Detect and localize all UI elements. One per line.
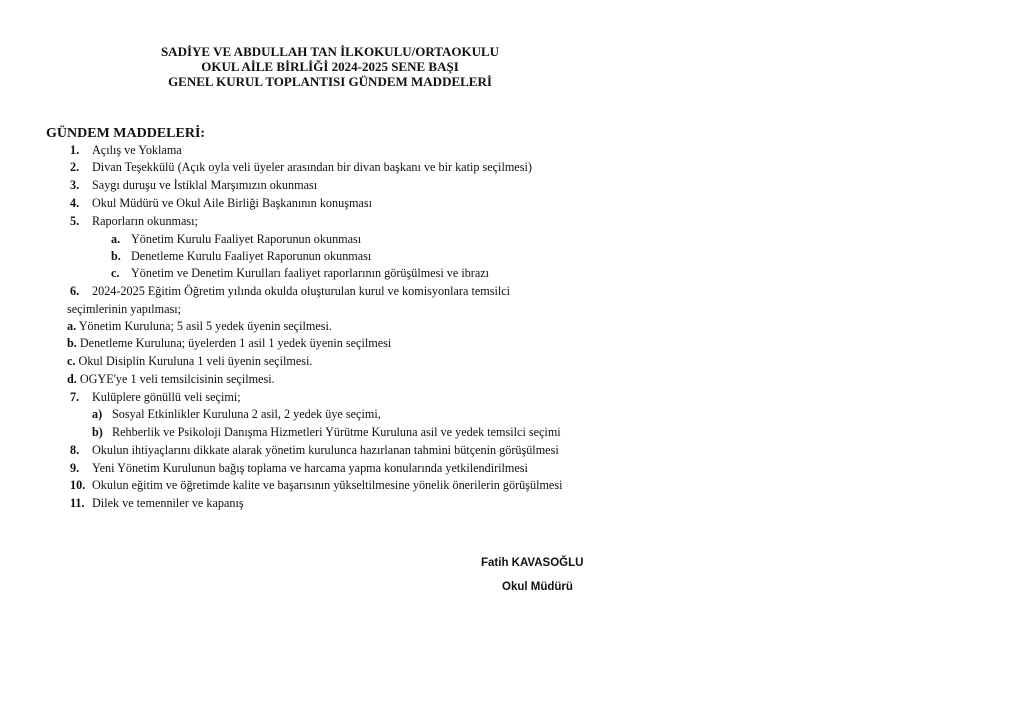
- signature-name: Fatih KAVASOĞLU: [481, 557, 584, 569]
- agenda-item-text: Okulun ihtiyaçlarını dikkate alarak yönetim kurulunca hazırlanan tahmini bütçenin görüşülmesi: [92, 443, 559, 457]
- agenda-item-text: Dilek ve temenniler ve kapanış: [92, 496, 244, 510]
- agenda-item-4: [70, 195, 372, 211]
- signature-title: Okul Müdürü: [502, 581, 573, 593]
- document-header: [80, 44, 580, 89]
- agenda-subitem-letter: c.: [111, 266, 120, 280]
- agenda-subitem-7a: [92, 406, 381, 422]
- agenda-item-9: [70, 460, 528, 476]
- agenda-item-text: Açılış ve Yoklama: [92, 143, 182, 157]
- agenda-item-text: Kulüplere gönüllü veli seçimi;: [92, 390, 241, 404]
- header-school-name: SADİYE VE ABDULLAH TAN İLKOKULU/ORTAOKULU: [160, 44, 500, 59]
- agenda-subitem-6b: [67, 335, 391, 351]
- agenda-subitem-text: Yönetim ve Denetim Kurulları faaliyet raporlarının görüşülmesi ve ibrazı: [131, 266, 490, 280]
- agenda-subitem-letter: c.: [67, 354, 76, 368]
- agenda-subitem-text: OGYE'ye 1 veli temsilcisinin seçilmesi.: [79, 372, 275, 386]
- agenda-subitem-letter: a.: [67, 319, 77, 333]
- agenda-item-number: 8.: [70, 443, 80, 457]
- agenda-item-text: Okulun eğitim ve öğretimde kalite ve başarısının yükseltilmesine yönelik önerilerin görüşülmesi: [92, 478, 563, 492]
- agenda-item-text: Divan Teşekkülü (Açık oyla veli üyeler arasından bir divan başkanı ve bir katip seçilmesi): [92, 160, 532, 174]
- agenda-item-10: [70, 477, 562, 493]
- agenda-item-number: 9.: [70, 461, 80, 475]
- agenda-subitem-text: Rehberlik ve Psikoloji Danışma Hizmetleri Yürütme Kuruluna asil ve yedek temsilci seçimi: [112, 425, 561, 439]
- agenda-subitem-5c: [111, 265, 489, 281]
- agenda-subitem-letter: b): [92, 425, 103, 439]
- agenda-item-text: 2024-2025 Eğitim Öğretim yılında okulda oluşturulan kurul ve komisyonlara temsilci: [92, 284, 511, 298]
- agenda-subitem-text: Sosyal Etkinlikler Kuruluna 2 asil, 2 yedek üye seçimi,: [112, 407, 381, 421]
- agenda-item-8: [70, 442, 559, 458]
- agenda-item-5: [70, 213, 198, 229]
- agenda-subitem-letter: b.: [67, 336, 77, 350]
- agenda-item-3: [70, 177, 317, 193]
- agenda-subitem-text: Denetleme Kurulu Faaliyet Raporunun okunması: [131, 249, 372, 263]
- agenda-item-2: [70, 159, 532, 175]
- agenda-subitem-letter: a): [92, 407, 103, 421]
- agenda-item-number: 7.: [70, 390, 80, 404]
- agenda-item-6-continuation: [67, 301, 181, 317]
- agenda-subitem-text: Yönetim Kuruluna; 5 asil 5 yedek üyenin seçilmesi.: [78, 319, 332, 333]
- agenda-item-text: Yeni Yönetim Kurulunun bağış toplama ve harcama yapma konularında yetkilendirilmesi: [92, 461, 528, 475]
- header-association-year: OKUL AİLE BİRLİĞİ 2024-2025 SENE BAŞI: [201, 59, 459, 74]
- agenda-item-1: [70, 142, 182, 158]
- agenda-subitem-5b: [111, 248, 371, 264]
- agenda-item-number: 6.: [70, 284, 80, 298]
- agenda-subitem-text: Denetleme Kuruluna; üyelerden 1 asil 1 yedek üyenin seçilmesi: [79, 336, 392, 350]
- agenda-item-number: 5.: [70, 214, 80, 228]
- agenda-item-number: 2.: [70, 160, 80, 174]
- agenda-item-number: 10.: [70, 478, 86, 492]
- agenda-item-number: 11.: [70, 496, 85, 510]
- agenda-subitem-5a: [111, 231, 361, 247]
- agenda-subitem-6a: [67, 318, 332, 334]
- agenda-subitem-7b: [92, 424, 561, 440]
- agenda-title: GÜNDEM MADDELERİ:: [46, 126, 206, 141]
- agenda-subitem-6d: [67, 371, 275, 387]
- agenda-item-number: 3.: [70, 178, 80, 192]
- agenda-subitem-letter: a.: [111, 232, 121, 246]
- agenda-item-11: [70, 495, 244, 511]
- agenda-item-6: [70, 283, 510, 299]
- agenda-subitem-letter: d.: [67, 372, 77, 386]
- agenda-subitem-6c: [67, 353, 312, 369]
- agenda-item-7: [70, 389, 241, 405]
- agenda-item-text: Okul Müdürü ve Okul Aile Birliği Başkanının konuşması: [92, 196, 372, 210]
- agenda-item-text: Saygı duruşu ve İstiklal Marşımızın okunması: [92, 178, 318, 192]
- agenda-subitem-text: Yönetim Kurulu Faaliyet Raporunun okunması: [131, 232, 362, 246]
- agenda-subitem-text: Okul Disiplin Kuruluna 1 veli üyenin seçilmesi.: [78, 354, 313, 368]
- agenda-item-number: 4.: [70, 196, 80, 210]
- agenda-item-text: seçimlerinin yapılması;: [67, 302, 182, 316]
- agenda-subitem-letter: b.: [111, 249, 121, 263]
- header-meeting-title: GENEL KURUL TOPLANTISI GÜNDEM MADDELERİ: [168, 74, 492, 89]
- agenda-item-number: 1.: [70, 143, 80, 157]
- agenda-item-text: Raporların okunması;: [92, 214, 198, 228]
